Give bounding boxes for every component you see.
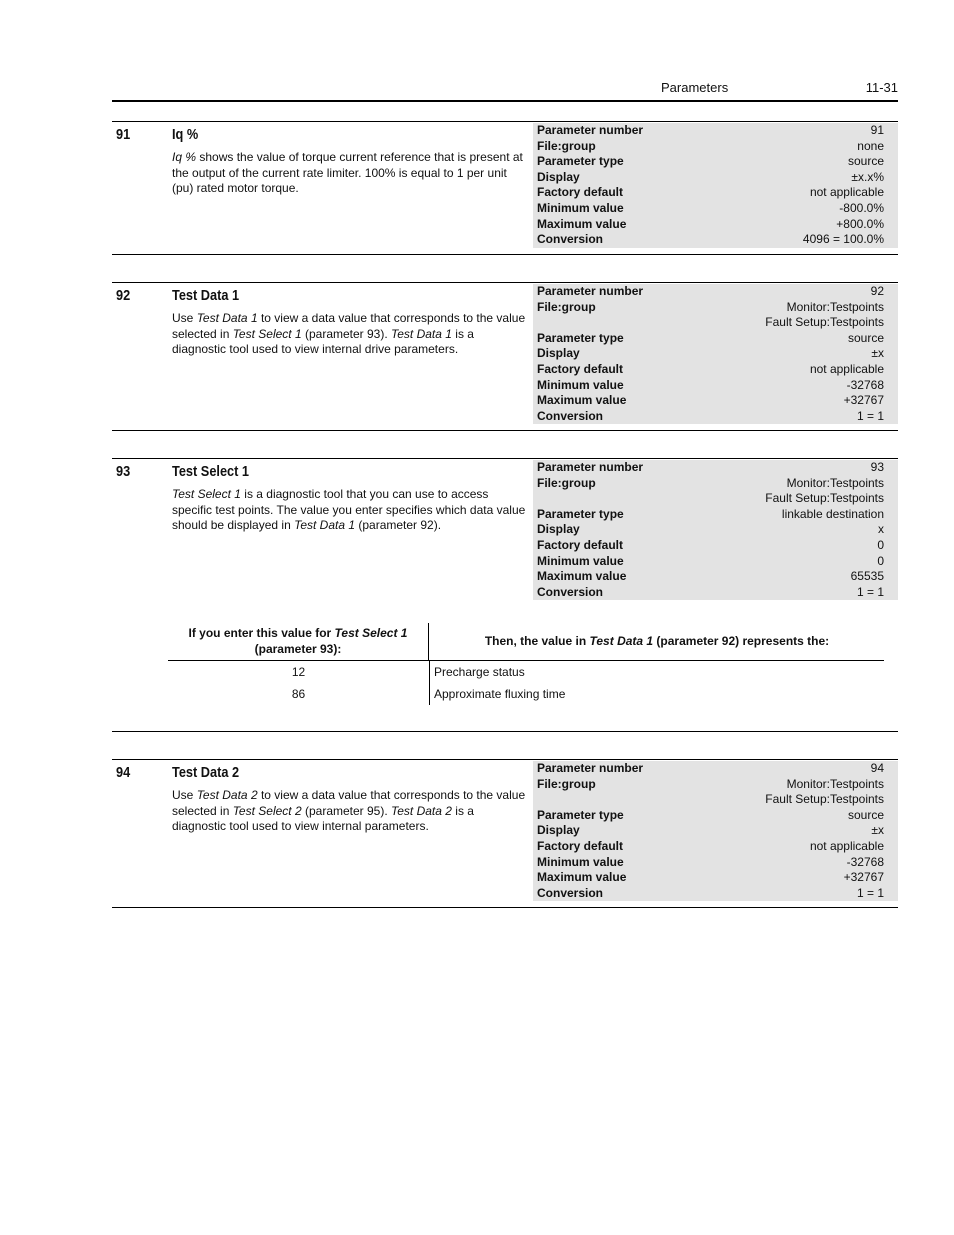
parameter-title: Test Data 1 bbox=[172, 287, 240, 304]
text-run: Then, the value in bbox=[484, 634, 590, 648]
italic-reference: Test Data 1 bbox=[589, 634, 654, 648]
text-run: is a diagnostic tool used to view internal parameters. bbox=[172, 803, 474, 834]
spec-value: 1 = 1 bbox=[856, 584, 884, 599]
spec-value: none bbox=[857, 138, 884, 153]
text-run: (parameter 93). bbox=[301, 326, 392, 341]
parameter-number: 93 bbox=[116, 463, 131, 480]
spec-value: 94 bbox=[870, 761, 884, 775]
page-header bbox=[112, 80, 898, 102]
spec-row bbox=[533, 870, 898, 886]
spec-row bbox=[533, 300, 898, 331]
spec-value: -32768 bbox=[846, 377, 884, 392]
text-run: (parameter 95). bbox=[301, 803, 392, 818]
text-run: to view a data value that corresponds to the value selected in bbox=[172, 311, 526, 341]
italic-reference: Test Data 2 bbox=[196, 788, 258, 802]
spec-row bbox=[533, 185, 898, 201]
spec-value: -32768 bbox=[846, 854, 884, 869]
spec-row bbox=[533, 409, 898, 425]
spec-value: linkable destination bbox=[781, 506, 884, 521]
spec-label: Maximum value bbox=[537, 569, 627, 584]
spec-label: Conversion bbox=[537, 885, 604, 900]
spec-row bbox=[533, 331, 898, 347]
text-run: (parameter 92). bbox=[355, 518, 442, 533]
spec-row bbox=[533, 284, 898, 300]
parameter-spec-table bbox=[533, 460, 898, 600]
spec-value: +32767 bbox=[843, 870, 884, 885]
parameter-number: 91 bbox=[116, 126, 131, 143]
value-table-header bbox=[168, 623, 884, 661]
spec-label: Parameter number bbox=[537, 761, 644, 775]
spec-label: Minimum value bbox=[537, 854, 624, 869]
spec-label: Display bbox=[537, 346, 580, 361]
spec-label: Parameter type bbox=[537, 506, 624, 521]
italic-reference: Iq % bbox=[172, 150, 197, 164]
spec-label: Minimum value bbox=[537, 200, 624, 215]
spec-value: 91 bbox=[870, 123, 884, 137]
spec-label: Conversion bbox=[537, 584, 604, 599]
spec-value: 0 bbox=[877, 553, 884, 568]
spec-value: 1 = 1 bbox=[856, 885, 884, 900]
section-title: Parameters bbox=[661, 80, 729, 95]
parameter-title: Test Data 2 bbox=[172, 764, 240, 781]
spec-value: ±x.x% bbox=[851, 169, 884, 184]
spec-value: Monitor:Testpoints Fault Setup:Testpoints bbox=[765, 776, 884, 807]
italic-reference: Test Data 1 bbox=[391, 326, 452, 341]
spec-row bbox=[533, 393, 898, 409]
italic-reference: Test Select 2 bbox=[232, 803, 302, 818]
spec-label: Parameter type bbox=[537, 807, 624, 822]
spec-row bbox=[533, 585, 898, 601]
spec-label: Factory default bbox=[537, 537, 624, 552]
spec-row bbox=[533, 346, 898, 362]
spec-row bbox=[533, 170, 898, 186]
parameter-spec-table bbox=[533, 284, 898, 424]
spec-value: source bbox=[847, 330, 884, 345]
parameter-block-93 bbox=[112, 458, 898, 732]
value-column-header bbox=[168, 623, 429, 660]
spec-row bbox=[533, 507, 898, 523]
test-select-value-table bbox=[168, 623, 884, 705]
page-number: 11-31 bbox=[865, 80, 898, 95]
spec-row bbox=[533, 554, 898, 570]
text-run: Use bbox=[172, 788, 197, 802]
spec-row bbox=[533, 460, 898, 476]
spec-value: source bbox=[847, 807, 884, 822]
spec-row bbox=[533, 823, 898, 839]
spec-label: File:group bbox=[537, 138, 596, 153]
table-cell-meaning: Approximate fluxing time bbox=[434, 687, 566, 701]
italic-reference: Test Select 1 bbox=[172, 487, 241, 501]
spec-row bbox=[533, 476, 898, 507]
spec-label: Conversion bbox=[537, 232, 604, 247]
table-row bbox=[168, 661, 884, 683]
spec-label: Conversion bbox=[537, 408, 604, 423]
text-run: shows the value of torque current reference that is present at the output of the current rate limiter. 100% is equal to 1 per unit (pu) rated motor torque. bbox=[172, 150, 523, 196]
text-run: Use bbox=[172, 311, 197, 325]
parameter-description bbox=[172, 788, 528, 835]
italic-reference: Test Data 1 bbox=[196, 311, 258, 325]
spec-label: Factory default bbox=[537, 185, 624, 200]
text-run: to view a data value that corresponds to the value selected in bbox=[172, 788, 526, 818]
text-run: (parameter 93): bbox=[254, 641, 342, 656]
spec-row bbox=[533, 808, 898, 824]
spec-value: ±x bbox=[871, 823, 884, 838]
spec-row bbox=[533, 123, 898, 139]
spec-label: Minimum value bbox=[537, 377, 624, 392]
spec-value: source bbox=[847, 154, 884, 169]
spec-row bbox=[533, 522, 898, 538]
parameter-number: 94 bbox=[116, 764, 131, 781]
spec-row bbox=[533, 761, 898, 777]
spec-value: 92 bbox=[870, 284, 884, 298]
spec-row bbox=[533, 839, 898, 855]
table-cell-meaning: Precharge status bbox=[434, 665, 525, 679]
spec-row bbox=[533, 777, 898, 808]
spec-row bbox=[533, 139, 898, 155]
italic-reference: Test Select 1 bbox=[334, 626, 408, 640]
spec-row bbox=[533, 569, 898, 585]
spec-value: 4096 = 100.0% bbox=[802, 232, 884, 247]
parameter-title: Test Select 1 bbox=[172, 463, 250, 480]
spec-value: 65535 bbox=[850, 569, 884, 584]
spec-label: File:group bbox=[537, 299, 596, 314]
text-run: (parameter 92) represents the: bbox=[653, 634, 830, 648]
meaning-column-header bbox=[430, 623, 884, 660]
spec-value: +32767 bbox=[843, 393, 884, 408]
spec-value: 93 bbox=[870, 460, 884, 474]
spec-value: not applicable bbox=[809, 185, 884, 200]
spec-label: Parameter type bbox=[537, 154, 624, 169]
spec-label: Factory default bbox=[537, 361, 624, 376]
spec-label: Minimum value bbox=[537, 553, 624, 568]
spec-value: x bbox=[878, 522, 884, 537]
parameter-block-92 bbox=[112, 282, 898, 431]
spec-row bbox=[533, 362, 898, 378]
spec-row bbox=[533, 217, 898, 233]
spec-label: Maximum value bbox=[537, 870, 627, 885]
spec-label: Display bbox=[537, 522, 580, 537]
spec-row bbox=[533, 538, 898, 554]
spec-label: File:group bbox=[537, 475, 596, 490]
spec-value: 0 bbox=[877, 537, 884, 552]
table-row bbox=[168, 683, 884, 705]
spec-row bbox=[533, 886, 898, 902]
spec-value: +800.0% bbox=[836, 216, 884, 231]
spec-label: Parameter number bbox=[537, 123, 644, 137]
spec-label: Parameter number bbox=[537, 284, 644, 298]
parameter-number: 92 bbox=[116, 287, 131, 304]
spec-label: Display bbox=[537, 823, 580, 838]
table-cell-value: 86 bbox=[291, 687, 306, 701]
spec-label: Display bbox=[537, 169, 580, 184]
spec-row bbox=[533, 378, 898, 394]
spec-label: Maximum value bbox=[537, 216, 627, 231]
spec-row bbox=[533, 232, 898, 248]
spec-value: -800.0% bbox=[839, 200, 884, 215]
italic-reference: Test Data 2 bbox=[391, 803, 452, 818]
text-run: is a diagnostic tool used to view internal drive parameters. bbox=[172, 326, 474, 357]
spec-value: not applicable bbox=[809, 361, 884, 376]
spec-row bbox=[533, 855, 898, 871]
spec-label: Factory default bbox=[537, 838, 624, 853]
parameter-block-91 bbox=[112, 121, 898, 255]
spec-row bbox=[533, 201, 898, 217]
spec-value: Monitor:Testpoints Fault Setup:Testpoints bbox=[765, 299, 884, 330]
text-run: is a diagnostic tool that you can use to access specific test points. The value you enter specifies which data value should be displayed in bbox=[172, 487, 526, 533]
text-run: If you enter this value for bbox=[188, 626, 335, 640]
italic-reference: Test Data 1 bbox=[294, 518, 356, 533]
parameter-title: Iq % bbox=[172, 126, 199, 143]
italic-reference: Test Select 1 bbox=[232, 326, 302, 341]
spec-value: Monitor:Testpoints Fault Setup:Testpoints bbox=[765, 475, 884, 506]
spec-row bbox=[533, 154, 898, 170]
parameter-description bbox=[172, 150, 528, 197]
spec-value: 1 = 1 bbox=[856, 408, 884, 423]
spec-value: ±x bbox=[871, 346, 884, 361]
spec-label: File:group bbox=[537, 776, 596, 791]
parameter-spec-table bbox=[533, 761, 898, 901]
parameter-description bbox=[172, 311, 528, 358]
parameter-block-94 bbox=[112, 759, 898, 908]
parameter-spec-table bbox=[533, 123, 898, 248]
table-cell-value: 12 bbox=[291, 665, 306, 679]
spec-label: Maximum value bbox=[537, 393, 627, 408]
spec-value: not applicable bbox=[809, 838, 884, 853]
spec-label: Parameter type bbox=[537, 330, 624, 345]
parameter-description bbox=[172, 487, 528, 534]
value-table-body bbox=[168, 661, 884, 705]
spec-label: Parameter number bbox=[537, 460, 644, 474]
